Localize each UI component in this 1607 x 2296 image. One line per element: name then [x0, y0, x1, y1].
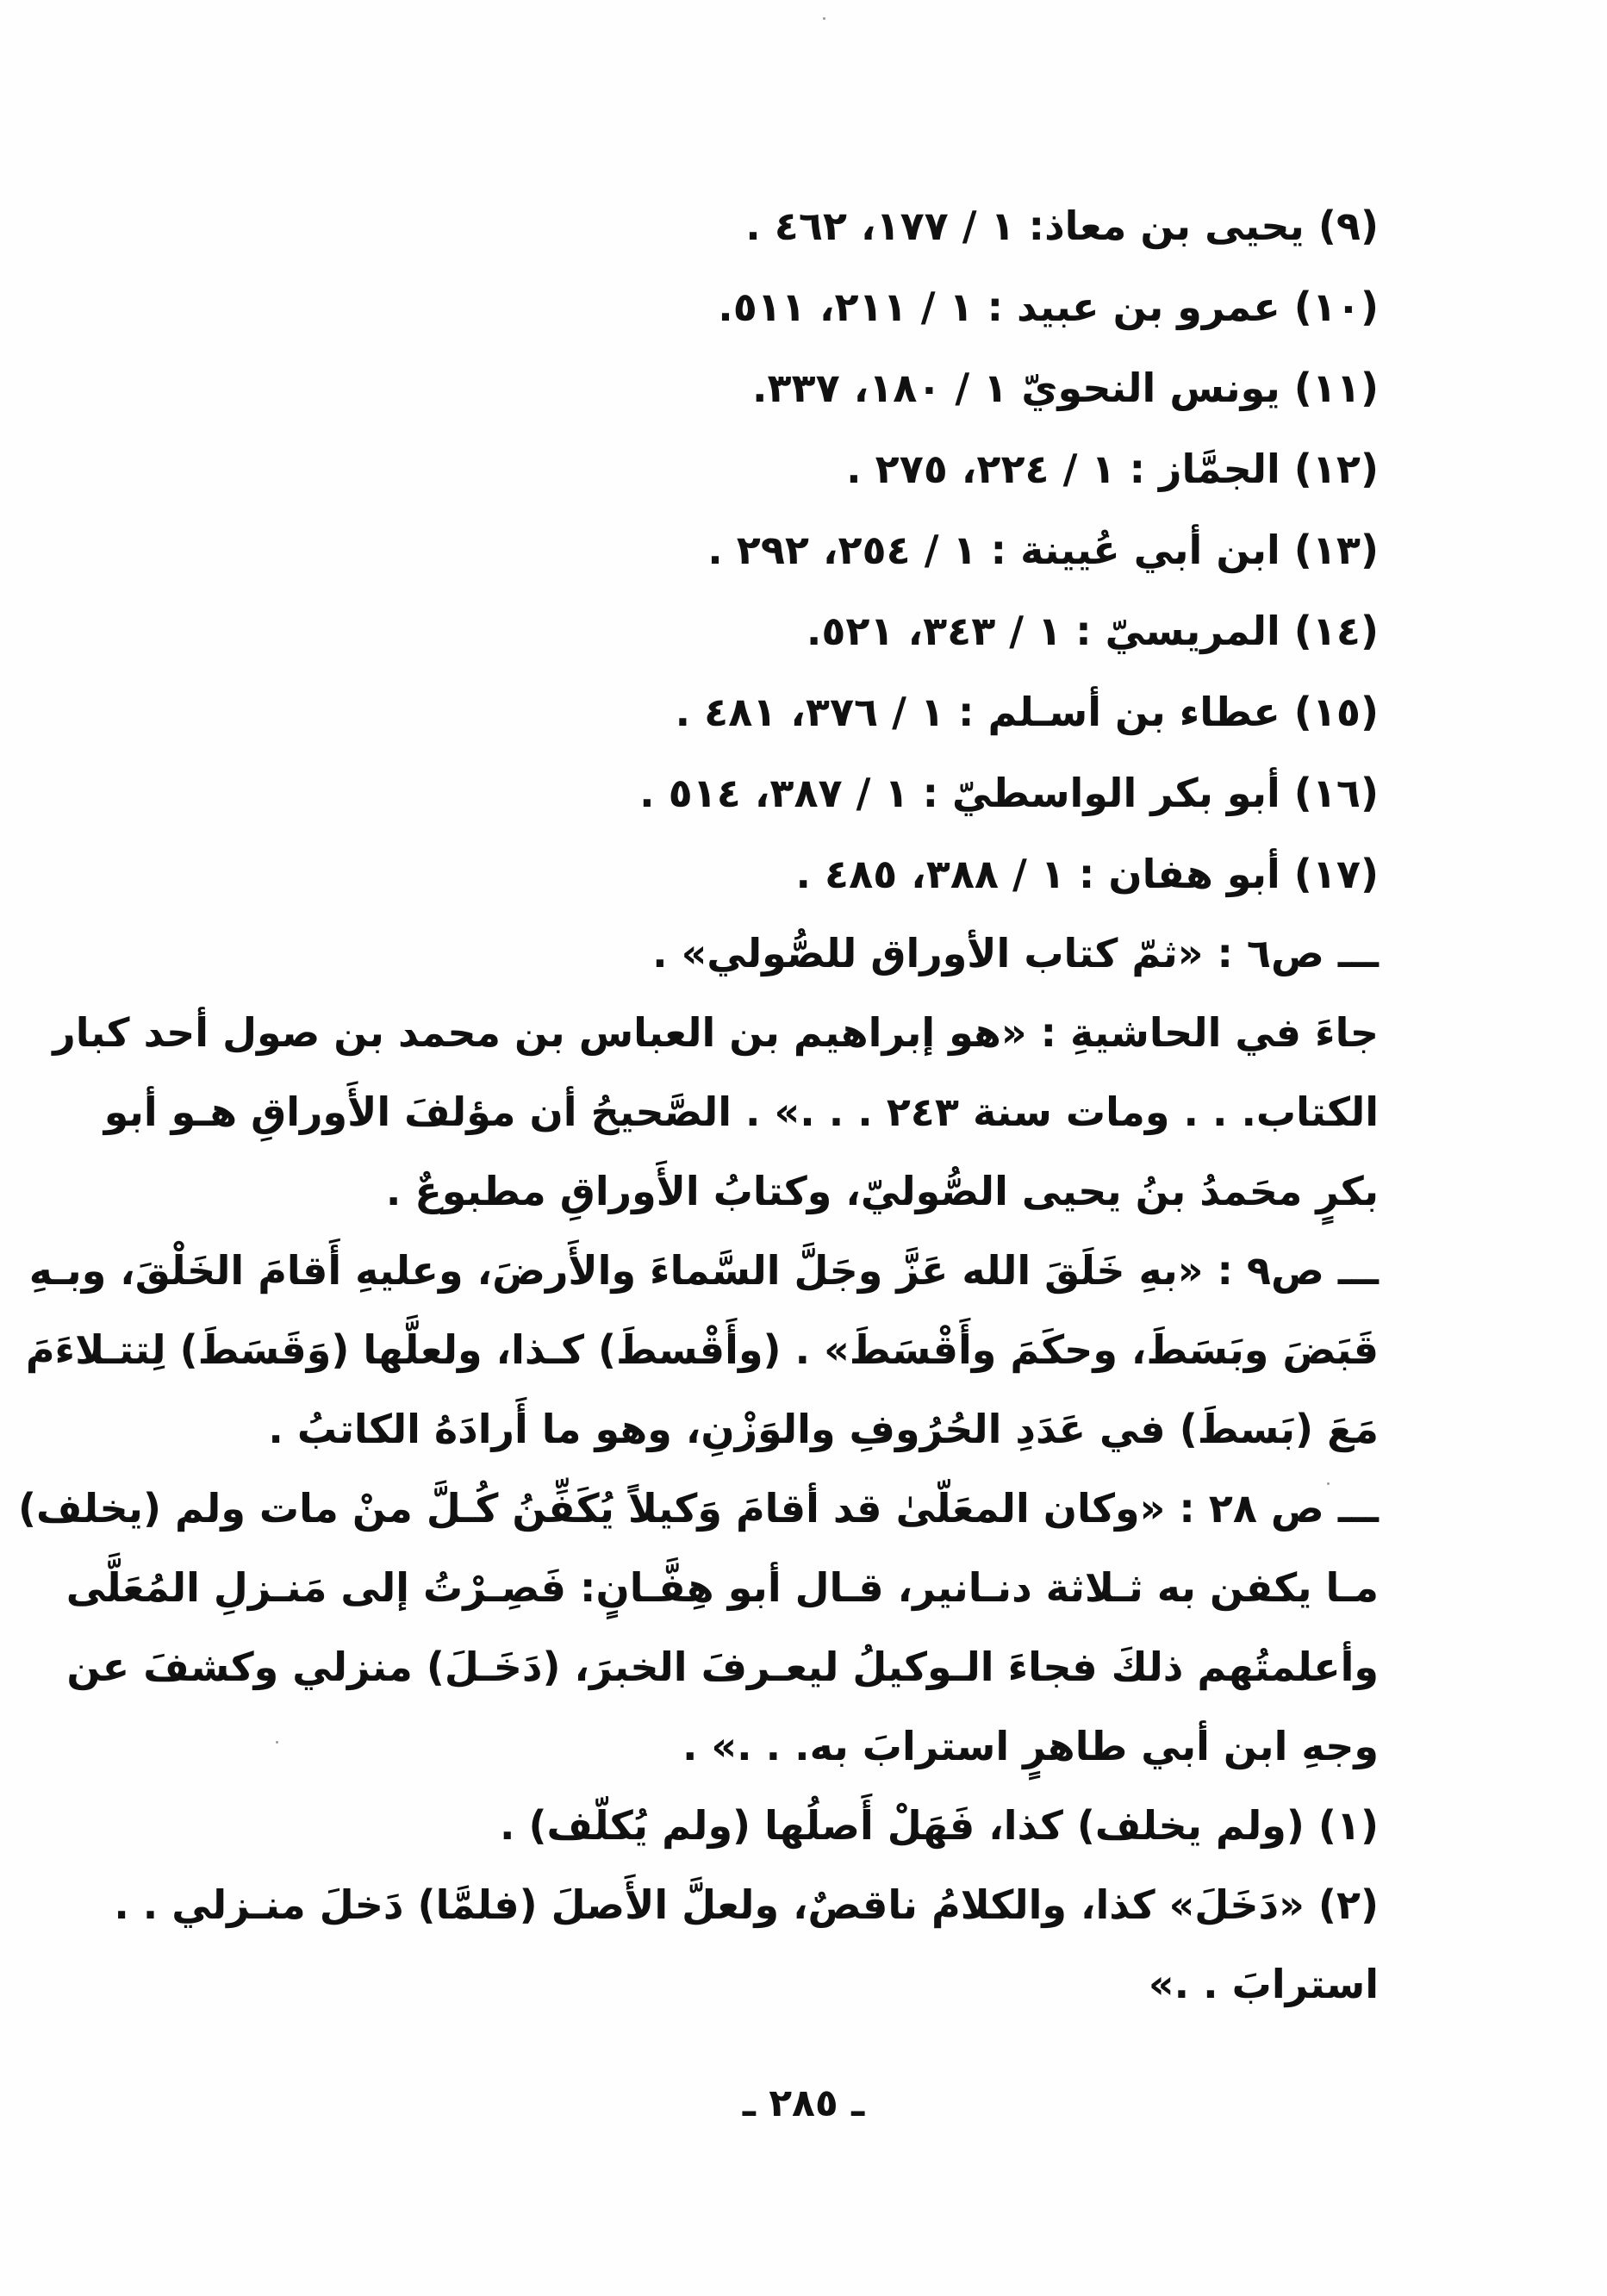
- list-item: [258, 266, 1379, 347]
- text-line: بكرٍ محَمدُ بنُ يحيى الصُّوليّ، وكتابُ الأَوراقِ مطبوعٌ .: [385, 1168, 1379, 1214]
- list-item: [258, 428, 1379, 509]
- list-item: [258, 347, 1379, 428]
- text-line: استرابَ . .»: [1148, 1961, 1379, 2007]
- item-name: المريسيّ :: [1075, 608, 1280, 654]
- item-ref: ١ / ٢٥٤، ٢٩٢ .: [707, 527, 977, 573]
- text-line: مَعَ (بَسطَ) في عَدَدِ الحُرُوفِ والوَزْنِ، وهو ما أَرادَهُ الكاتبُ .: [268, 1406, 1379, 1452]
- list-item: [258, 671, 1379, 752]
- scan-speck: [276, 1741, 278, 1744]
- text-line: وأعلمتُهم ذلكَ فجاءَ الـوكيلُ ليعـرفَ الخبرَ، (دَخَـلَ) منزلي وكشفَ عن: [66, 1644, 1379, 1690]
- notes-section: [17, 914, 1379, 2024]
- text-line: ـــ ص٩ : «بهِ خَلَقَ الله عَزَّ وجَلَّ السَّماءَ والأَرضَ، وعليهِ أَقامَ الخَلْقَ، وبـهِ: [28, 1247, 1379, 1294]
- item-name: يحيى بن معاذ:: [1028, 203, 1305, 249]
- item-name: ابن أبي عُيينة :: [990, 527, 1280, 573]
- text-line: الكتاب. . . ومات سنة ٢٤٣ . . .» . الصَّحيحُ أن مؤلفَ الأَوراقِ هـو أبو: [103, 1089, 1379, 1135]
- item-number: (١١): [1293, 365, 1379, 411]
- text-line: مـا يكفن به ثـلاثة دنـانير، قـال أبو هِفَّـانٍ: فَصِـرْتُ إلى مَنـزلِ المُعَلَّى: [65, 1564, 1379, 1611]
- item-name: أبو هفان :: [1078, 851, 1280, 897]
- item-name: عمرو بن عبيد :: [987, 284, 1280, 330]
- text-line: جاءَ في الحاشيةِ : «هو إبراهيم بن العباس بن محمد بن صول أحد كبار: [53, 1009, 1379, 1056]
- list-item: [258, 590, 1379, 671]
- item-number: (١٢): [1293, 446, 1379, 492]
- list-item: [258, 833, 1379, 914]
- item-ref: ١ / ٣٧٦، ٤٨١ .: [675, 689, 945, 735]
- item-number: (١٦): [1293, 770, 1379, 816]
- item-ref: ١ / ١٧٧، ٤٦٢ .: [745, 203, 1015, 249]
- text-line: قَبَضَ وبَسَطَ، وحكَمَ وأَقْسَطَ» . (وأَقْسطَ) كـذا، ولعلَّها (وَقَسَطَ) لِتتـلاءَمَ: [25, 1326, 1379, 1373]
- text-line: ـــ ص ٢٨ : «وكان المعَلّىٰ قد أقامَ وَكيلاً يُكَفِّنُ كُـلَّ منْ مات ولم (يخلف): [17, 1485, 1379, 1532]
- page-number: ـ ٢٨٥ ـ: [742, 2081, 865, 2125]
- item-name: الجمَّاز :: [1129, 446, 1280, 492]
- note-page9: [25, 1231, 1379, 1469]
- text-line: (٢) «دَخَلَ» كذا، والكلامُ ناقصٌ، ولعلَّ الأَصلَ (فلمَّا) دَخلَ منـزلي . .: [114, 1881, 1379, 1928]
- item-number: (١٧): [1293, 851, 1379, 897]
- text-line: ـــ ص٦ : «ثمّ كتاب الأوراق للصُّولي» .: [652, 930, 1379, 976]
- note-page28: [17, 1469, 1379, 1786]
- list-item: [258, 509, 1379, 590]
- text-line: وجهِ ابن أبي طاهرٍ استرابَ به. . .» .: [682, 1723, 1379, 1769]
- scan-speck: [823, 17, 825, 20]
- item-ref: ١ / ٣٨٧، ٥١٤ .: [639, 770, 909, 816]
- item-number: (١٠): [1293, 284, 1379, 330]
- note-heading-page6: [267, 914, 1379, 993]
- text-line: (١) (ولم يخلف) كذا، فَهَلْ أَصلُها (ولم يُكلّف) .: [499, 1802, 1379, 1849]
- item-number: (٩): [1317, 203, 1379, 249]
- footnote-2: [114, 1865, 1379, 2024]
- item-ref: ١ / ١٨٠، ٣٣٧.: [751, 365, 1008, 411]
- list-item: [258, 185, 1379, 266]
- scan-speck: [1327, 1482, 1330, 1485]
- item-number: (١٣): [1293, 527, 1379, 573]
- item-ref: ١ / ٢٢٤، ٢٧٥ .: [846, 446, 1116, 492]
- index-list: [258, 185, 1379, 914]
- item-ref: ١ / ٢١١، ٥١١.: [718, 284, 974, 330]
- item-name: عطاء بن أسـلم :: [958, 689, 1280, 735]
- item-ref: ١ / ٣٤٣، ٥٢١.: [806, 608, 1062, 654]
- note-page6-comment: [53, 993, 1379, 1231]
- item-number: (١٤): [1293, 608, 1379, 654]
- item-ref: ١ / ٣٨٨، ٤٨٥ .: [795, 851, 1065, 897]
- list-item: [258, 752, 1379, 833]
- item-number: (١٥): [1293, 689, 1379, 735]
- footnote-1: [267, 1786, 1379, 1865]
- item-name: يونس النحويّ: [1021, 365, 1280, 411]
- item-name: أبو بكر الواسطيّ :: [922, 770, 1280, 816]
